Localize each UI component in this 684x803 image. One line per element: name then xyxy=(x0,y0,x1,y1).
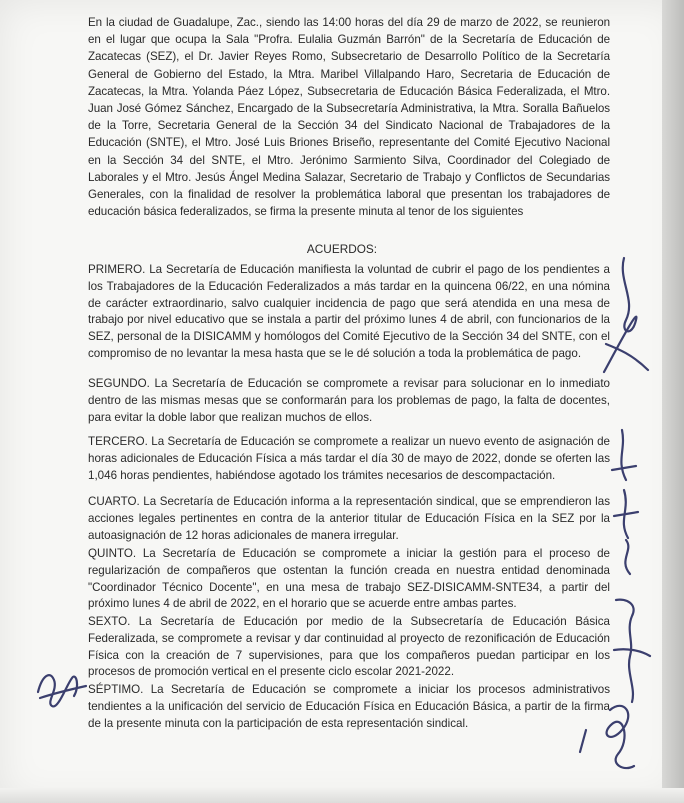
left-margin-initials xyxy=(32,656,92,712)
scan-bottom-edge xyxy=(0,788,684,803)
intro-paragraph: En la ciudad de Guadalupe, Zac., siendo las 14:00 horas del día 29 de marzo de 2022, se reunieron en el lugar que ocupa la Sala "Profra. Eulalia Guzmán Barrón" de la Secretaría de Educación de Zacatecas (SEZ), el Dr. Javier Reyes Romo, Subsecretario de Desarrollo Político de la Secretaría General de Gobierno del Estado, la Mtra. Maribel Villalpando Haro, Secretaria de Educación de Zacatecas, la Mtra. Yolanda Páez López, Subsecretaria de Educación Básica Federalizada, el Mtro. Juan José Gómez Sánchez, Encargado de la Subsecretaría Administrativa, la Mtra. Soralla Bañuelos de la Torre, Secretaria General de la Sección 34 del Sindicato Nacional de Trabajadores de la Educación (SNTE), el Mtro. José Luis Briones Briseño, representante del Comité Ejecutivo Nacional en la Sección 34 del SNTE, el Mtro. Jerónimo Sarmiento Silva, Coordinador del Colegiado de Laborales y el Mtro. Jesús Ángel Medina Salazar, Secretario de Trabajo y Conflictos de Secundarias Generales, con la finalidad de resolver la problemática laboral que presentan los trabajadores de educación básica federalizados, se firma la presente minuta al tenor de los siguientes xyxy=(88,16,610,219)
margin-signature-1 xyxy=(596,250,656,380)
acuerdo-tercero: TERCERO. La Secretaría de Educación se compromete a realizar un nuevo evento de asignación de horas adicionales de Educación Física a más tardar el día 30 de mayo de 2022, donde se oferten las 1,046 horas pendientes, habiéndose agotado los trámites necesarios de descompactación. xyxy=(88,435,610,482)
acuerdo-quinto: QUINTO. La Secretaría de Educación se compromete a iniciar la gestión para el proceso de regularización de compañeros que ostentan la función creada en nuestra entidad denominada "Coordinador Técnico Docente", en una mesa de trabajo SEZ-DISICAMM-SNTE34, a partir del próximo lunes 4 de abril de 2022, en el horario que se acuerde entre ambas partes. xyxy=(88,547,610,611)
acuerdo-sexto: SEXTO. La Secretaría de Educación por medio de la Subsecretaría de Educación Básica Federalizada, se compromete a revisar y dar continuidad al proyecto de rezonificación de Educación Física con la creación de 7 supervisiones, para que los compañeros puedan participar en los procesos de promoción vertical en el presente ciclo escolar 2021-2022. xyxy=(88,615,610,679)
acuerdo-primero: PRIMERO. La Secretaría de Educación manifiesta la voluntad de cubrir el pago de los pendientes a los Trabajadores de la Educación Federalizados a más tardar en la quincena 06/22, en una nómina de carácter extraordinario, salvo cualquier incidencia de pago que será atendida en una mesa de trabajo por nivel educativo que se instala a partir del próximo lunes 4 de abril, con funcionarios de la SEZ, personal de la DISICAMM y homólogos del Comité Ejecutivo de la Sección 34 del SNTE, con el compromiso de no levantar la mesa hasta que se le dé solución a toda la problemática de pago. xyxy=(88,263,610,360)
acuerdo-segundo: SEGUNDO. La Secretaría de Educación se compromete a revisar para solucionar en lo inmediato dentro de las mismas mesas que se conformarán para los problemas de pago, la falta de docentes, para evitar la doble labor que realizan muchos de ellos. xyxy=(88,377,610,424)
scan-right-edge xyxy=(662,0,684,803)
acuerdo-septimo: SÉPTIMO. La Secretaría de Educación se compromete a iniciar los procesos administrativos tendientes a la unificación del servicio de Educación Física en Educación Básica, a partir de la firma de la presente minuta con la participación de esta representación sindical. xyxy=(88,683,610,730)
acuerdo-cuarto: CUARTO. La Secretaría de Educación informa a la representación sindical, que se emprendieron las acciones legales pertinentes en contra de la anterior titular de Educación Física en la SEZ por la autoasignación de 12 horas adicionales de manera irregular. xyxy=(88,495,610,542)
margin-signature-4 xyxy=(570,690,650,780)
acuerdos-heading: ACUERDOS: xyxy=(306,242,378,256)
margin-signature-2 xyxy=(604,420,654,580)
